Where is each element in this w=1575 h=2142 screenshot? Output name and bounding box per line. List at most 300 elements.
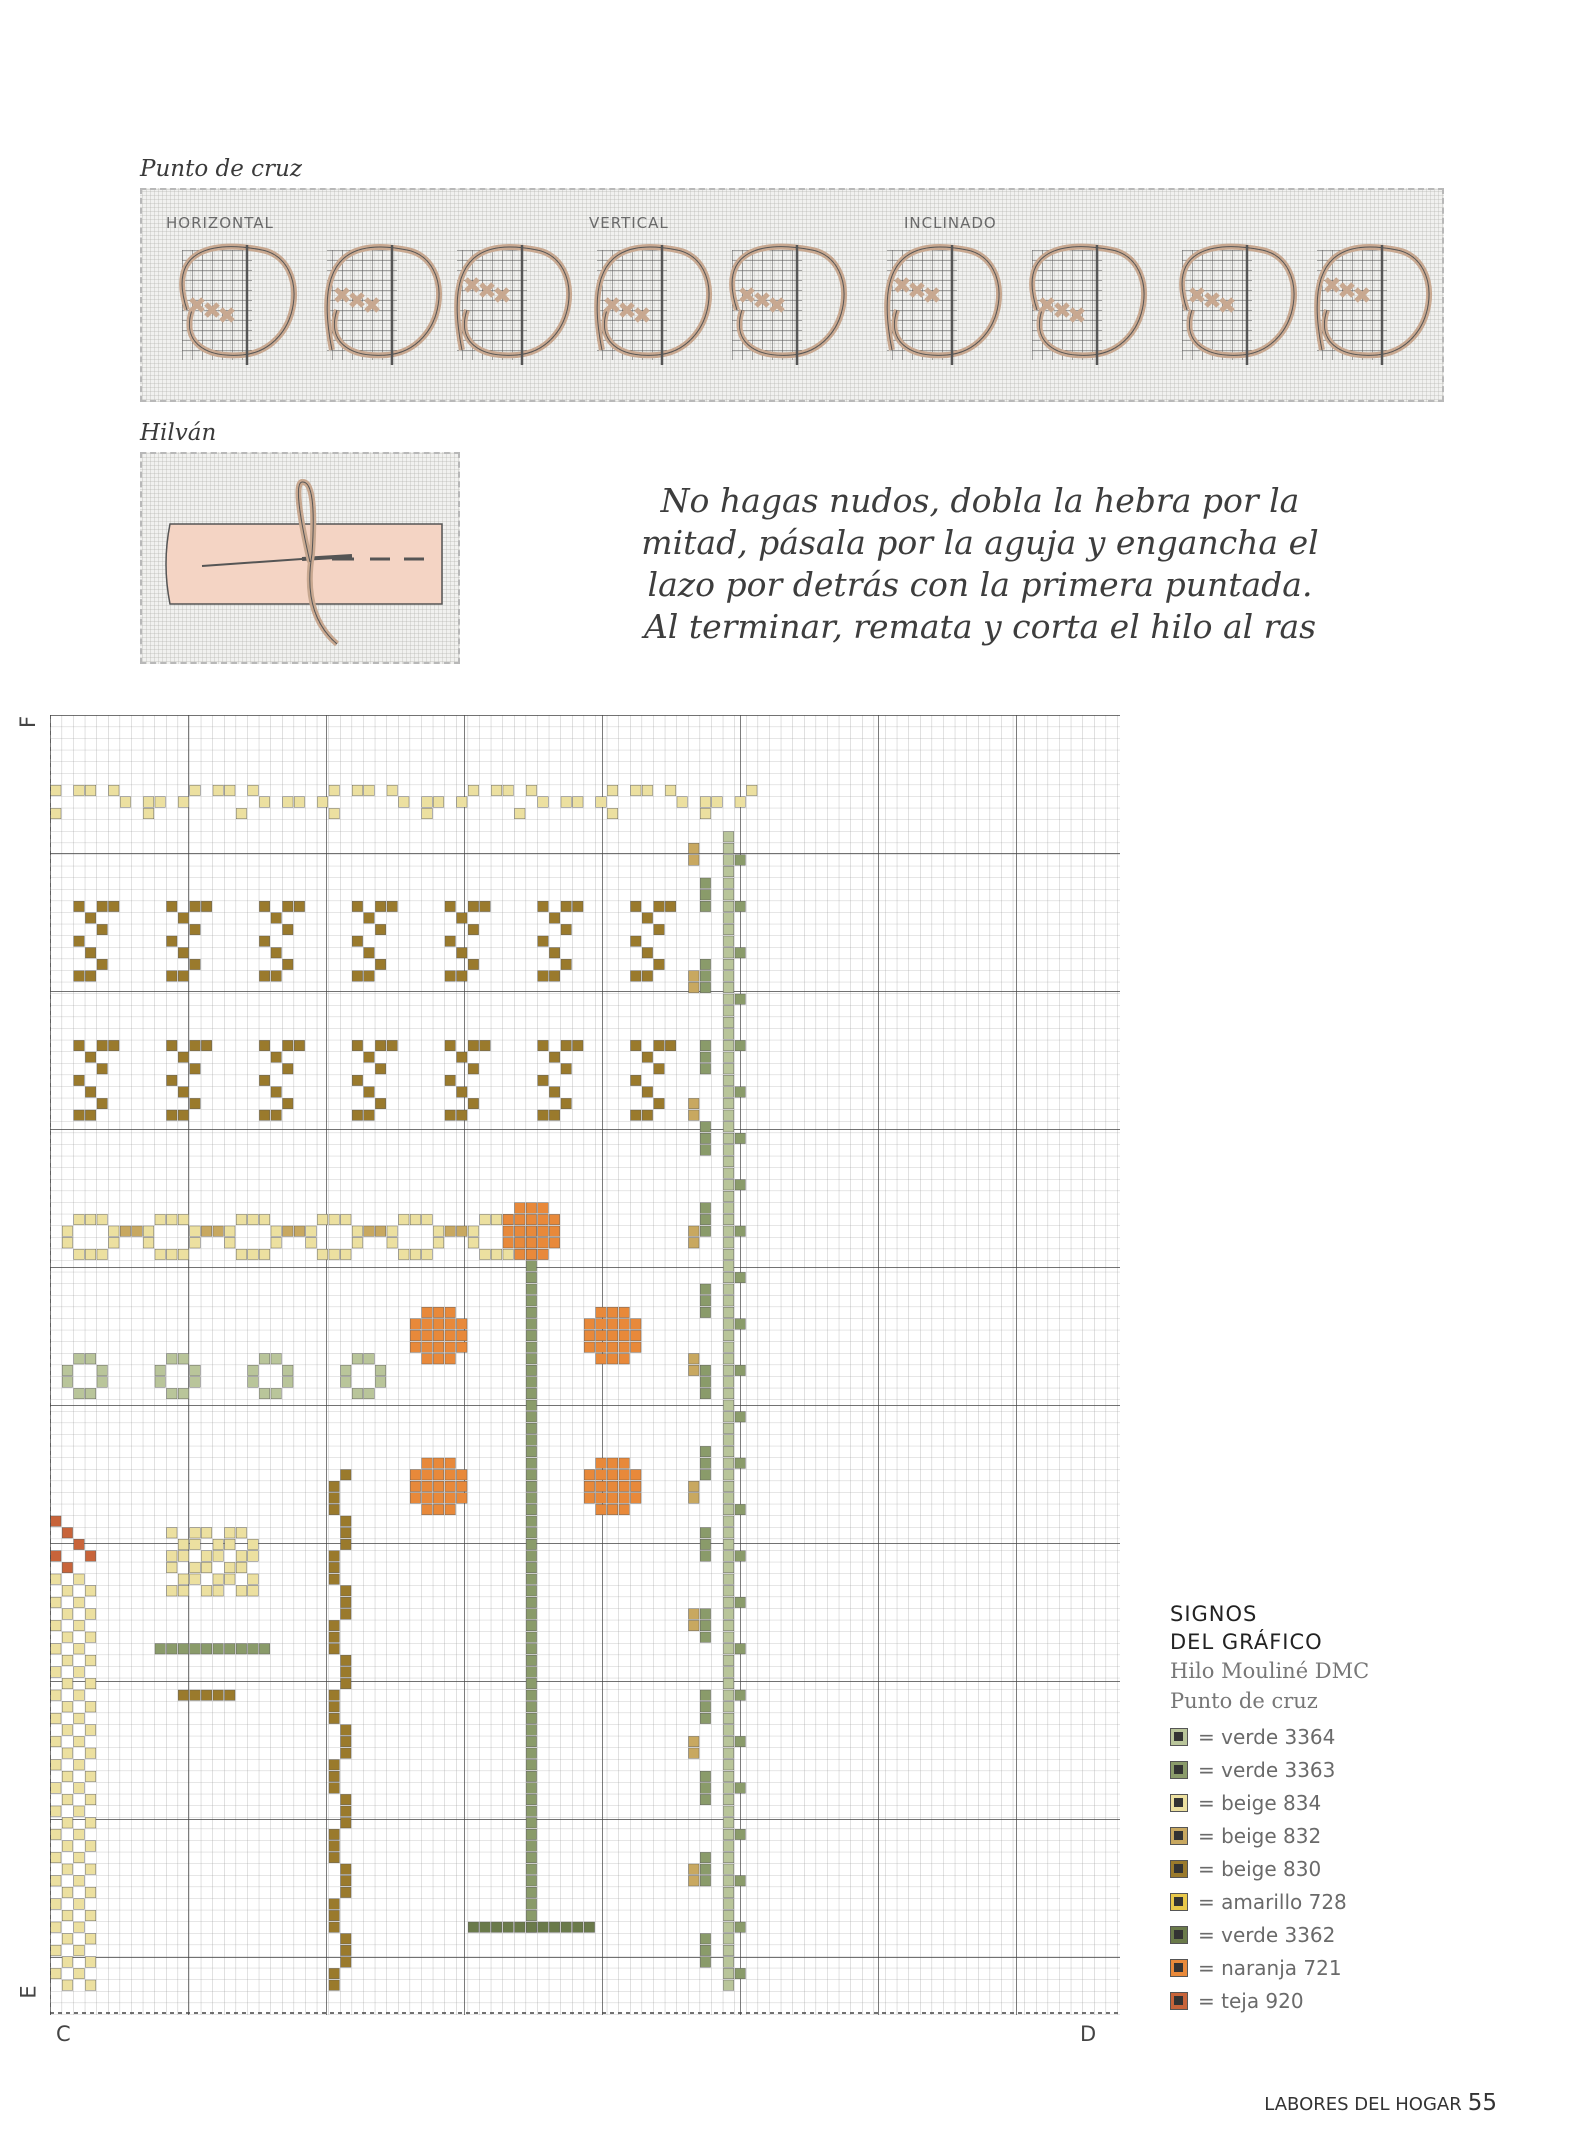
chart-stitch [62,1377,72,1387]
chart-stitch [85,1841,95,1851]
chart-stitch [607,1330,617,1340]
chart-stitch [596,1481,606,1491]
chart-stitch [248,1551,258,1561]
chart-stitch [329,1493,339,1503]
chart-stitch [723,1446,733,1456]
chart-stitch [515,1249,525,1259]
chart-stitch [283,959,293,969]
chart-stitch [271,1110,281,1120]
chart-stitch [723,924,733,934]
legend-item [1170,1984,1430,2017]
chart-stitch [433,1238,443,1248]
chart-stitch [723,1180,733,1190]
chart-stitch [85,1934,95,1944]
chart-stitch [51,1922,61,1932]
stitch-step-illustration [182,245,294,365]
chart-stitch [689,1864,699,1874]
chart-stitch [723,1818,733,1828]
chart-stitch [735,1644,745,1654]
chart-stitch [596,1470,606,1480]
chart-stitch [364,1110,374,1120]
chart-stitch [526,1539,536,1549]
chart-stitch [526,1330,536,1340]
chart-stitch [723,1910,733,1920]
chart-stitch [723,913,733,923]
stitch-step-illustration [887,245,999,365]
chart-stitch [445,1493,455,1503]
chart-stitch [85,1910,95,1920]
legend-title-1: SIGNOS [1170,1602,1258,1626]
chart-stitch [700,1713,710,1723]
chart-stitch [526,1771,536,1781]
chart-stitch [700,1365,710,1375]
page-footer [1264,2090,1497,2116]
chart-stitch [723,1574,733,1584]
chart-stitch [584,1493,594,1503]
legend-swatch [1170,1893,1188,1911]
chart-stitch [51,785,61,795]
chart-stitch [723,1354,733,1364]
chart-stitch [735,1272,745,1282]
chart-stitch [526,1725,536,1735]
chart-stitch [526,1493,536,1503]
chart-stitch [700,1934,710,1944]
chart-stitch [549,971,559,981]
chart-stitch [723,1922,733,1932]
chart-stitch [526,1319,536,1329]
chart-stitch [364,1087,374,1097]
chart-stitch [51,1690,61,1700]
chart-stitch [723,1064,733,1074]
chart-stitch [642,1087,652,1097]
stitch-step-illustration [597,245,709,365]
chart-stitch [259,1644,269,1654]
chart-stitch [607,1458,617,1468]
chart-stitch [190,1226,200,1236]
chart-stitch [352,1075,362,1085]
chart-stitch [74,1829,84,1839]
chart-stitch [283,1064,293,1074]
chart-stitch [526,1864,536,1874]
legend-item [1170,1852,1430,1885]
chart-stitch [225,1690,235,1700]
chart-stitch [178,1052,188,1062]
chart-stitch [341,1864,351,1874]
chart-stitch [399,1214,409,1224]
chart-stitch [723,1423,733,1433]
chart-stitch [700,959,710,969]
chart-stitch [51,1968,61,1978]
chart-stitch [143,808,153,818]
chart-stitch [341,1655,351,1665]
chart-stitch [723,866,733,876]
chart-stitch [190,1690,200,1700]
cross-stitch-illustrations [142,190,1442,400]
legend-swatch [1170,1860,1188,1878]
chart-stitch [97,1377,107,1387]
chart-stitch [167,936,177,946]
chart-stitch [526,1887,536,1897]
chart-stitch [723,1470,733,1480]
chart-stitch [723,1458,733,1468]
chart-stitch [538,1075,548,1085]
chart-stitch [341,1876,351,1886]
chart-stitch [735,1783,745,1793]
chart-stitch [503,1238,513,1248]
chart-stitch [526,1261,536,1271]
chart-stitch [700,1632,710,1642]
chart-stitch [259,971,269,981]
chart-stitch [167,1644,177,1654]
legend-item [1170,1786,1430,1819]
chart-stitch [526,1678,536,1688]
chart-stitch [167,1586,177,1596]
chart-stitch [422,1307,432,1317]
chart-stitch [387,901,397,911]
chart-stitch [329,1481,339,1491]
legend-label: = amarillo 728 [1198,1889,1347,1914]
chart-stitch [445,936,455,946]
chart-stitch [74,1876,84,1886]
chart-stitch [62,1238,72,1248]
chart-stitch [271,1238,281,1248]
legend-swatch [1170,1992,1188,2010]
chart-stitch [526,1760,536,1770]
stitch-step-illustration [1317,245,1429,365]
legend-subtitle-stitch: Punto de cruz [1170,1689,1318,1713]
chart-stitch [236,1562,246,1572]
chart-stitch [723,1412,733,1422]
chart-stitch [352,901,362,911]
chart-stitch [723,1725,733,1735]
chart-stitch [549,1052,559,1062]
chart-stitch [422,1319,432,1329]
chart-stitch [167,1249,177,1259]
chart-stitch [723,1238,733,1248]
chart-stitch [201,1644,211,1654]
chart-stitch [631,1342,641,1352]
chart-stitch [457,1052,467,1062]
legend-item [1170,1885,1430,1918]
chart-stitch [584,1330,594,1340]
chart-stitch [607,1342,617,1352]
chart-stitch [201,1551,211,1561]
chart-stitch [341,1586,351,1596]
chart-stitch [723,1168,733,1178]
chart-stitch [329,1574,339,1584]
stitch-step-illustration [732,245,844,365]
chart-stitch [723,959,733,969]
chart-stitch [723,1029,733,1039]
chart-stitch [271,971,281,981]
chart-stitch [723,1342,733,1352]
chart-stitch [85,1818,95,1828]
chart-stitch [201,1528,211,1538]
chart-stitch [700,1539,710,1549]
chart-stitch [596,1307,606,1317]
chart-stitch [109,1238,119,1248]
chart-stitch [74,1597,84,1607]
chart-stitch [538,936,548,946]
chart-stitch [689,1354,699,1364]
chart-stitch [364,1354,374,1364]
chart-stitch [178,1388,188,1398]
chart-stitch [85,1957,95,1967]
chart-stitch [422,808,432,818]
chart-stitch [526,1249,536,1259]
chart-stitch [329,1841,339,1851]
chart-stitch [317,797,327,807]
chart-stitch [700,1702,710,1712]
chart-stitch [700,890,710,900]
chart-stitch [51,1736,61,1746]
chart-stitch [457,1342,467,1352]
chart-stitch [213,1551,223,1561]
chart-stitch [723,1748,733,1758]
chart-stitch [596,1493,606,1503]
legend-label: = beige 834 [1198,1790,1322,1815]
chart-stitch [700,1377,710,1387]
chart-stitch [85,971,95,981]
chart-stitch [248,1249,258,1259]
chart-stitch [654,1098,664,1108]
chart-stitch [457,1110,467,1120]
chart-stitch [526,1702,536,1712]
chart-stitch [503,1249,513,1259]
chart-stitch [341,1249,351,1259]
chart-stitch [735,1922,745,1932]
chart-stitch [445,1075,455,1085]
chart-stitch [526,1446,536,1456]
chart-stitch [526,1354,536,1364]
chart-stitch [352,936,362,946]
chart-stitch [213,1690,223,1700]
chart-stitch [735,1087,745,1097]
chart-stitch [329,1620,339,1630]
chart-stitch [689,1609,699,1619]
chart-stitch [607,1307,617,1317]
chart-stitch [190,1064,200,1074]
chart-stitch [700,1876,710,1886]
chart-stitch [341,1667,351,1677]
legend-swatch [1170,1959,1188,1977]
chart-stitch [167,1075,177,1085]
chart-stitch [329,1214,339,1224]
chart-stitch [480,1249,490,1259]
chart-stitch [341,1516,351,1526]
chart-stitch [700,1307,710,1317]
chart-stitch [723,1667,733,1677]
chart-stitch [689,843,699,853]
legend-title-2: DEL GRÁFICO [1170,1630,1323,1654]
chart-stitch [51,1620,61,1630]
chart-stitch [410,1493,420,1503]
chart-stitch [74,901,84,911]
chart-stitch [422,1354,432,1364]
chart-stitch [352,971,362,981]
chart-stitch [723,1968,733,1978]
chart-stitch [248,1365,258,1375]
chart-stitch [526,1377,536,1387]
chart-stitch [735,1551,745,1561]
chart-stitch [178,1690,188,1700]
chart-stitch [74,936,84,946]
chart-stitch [526,1632,536,1642]
chart-stitch [329,1713,339,1723]
chart-stitch [723,1017,733,1027]
chart-stitch [62,1980,72,1990]
chart-stitch [225,1574,235,1584]
chart-stitch [538,901,548,911]
chart-stitch [433,1504,443,1514]
chart-stitch [700,1214,710,1224]
page-number: 55 [1467,2090,1497,2116]
chart-stitch [526,1597,536,1607]
legend-label: = beige 830 [1198,1856,1322,1881]
chart-stitch [120,797,130,807]
chart-stitch [329,1551,339,1561]
legend-item [1170,1819,1430,1852]
chart-stitch [329,1562,339,1572]
chart-stitch [700,1771,710,1781]
chart-stitch [178,1249,188,1259]
chart-stitch [619,1307,629,1317]
chart-stitch [689,1238,699,1248]
chart-stitch [480,1922,490,1932]
chart-stitch [375,901,385,911]
chart-stitch [747,785,757,795]
chart-stitch [526,1203,536,1213]
chart-stitch [155,1249,165,1259]
chart-stitch [723,1214,733,1224]
chart-stitch [364,1388,374,1398]
chart-stitch [689,1736,699,1746]
chart-stitch [62,1957,72,1967]
chart-stitch [85,1748,95,1758]
chart-stitch [329,1771,339,1781]
chart-stitch [654,959,664,969]
chart-stitch [213,785,223,795]
chart-stitch [433,797,443,807]
chart-stitch [549,1110,559,1120]
chart-stitch [167,971,177,981]
chart-stitch [178,1574,188,1584]
chart-stitch [526,1214,536,1224]
chart-stitch [526,1528,536,1538]
legend-item [1170,1951,1430,1984]
chart-stitch [723,1852,733,1862]
chart-stitch [329,1852,339,1862]
chart-stitch [735,797,745,807]
chart-stitch [74,1354,84,1364]
chart-stitch [526,1852,536,1862]
stitch-step-illustration [457,245,569,365]
chart-stitch [422,1481,432,1491]
chart-stitch [387,785,397,795]
chart-stitch [201,901,211,911]
chart-stitch [341,1806,351,1816]
chart-stitch [433,1342,443,1352]
chart-stitch [538,971,548,981]
chart-stitch [515,1226,525,1236]
chart-stitch [341,1736,351,1746]
chart-stitch [375,1098,385,1108]
chart-stitch [85,785,95,795]
label-c: C [56,2022,71,2046]
chart-stitch [526,1736,536,1746]
chart-stitch [689,1876,699,1886]
chart-stitch [167,1110,177,1120]
stitch-step-illustration [1182,245,1294,365]
chart-stitch [74,1736,84,1746]
chart-stitch [723,1040,733,1050]
chart-stitch [341,1945,351,1955]
chart-stitch [526,1922,536,1932]
chart-stitch [155,1377,165,1387]
chart-stitch [503,1214,513,1224]
chart-stitch [329,1829,339,1839]
cross-stitch-title: Punto de cruz [140,156,302,182]
chart-stitch [723,1678,733,1688]
chart-stitch [526,1307,536,1317]
chart-stitch [74,1539,84,1549]
chart-stitch [341,1597,351,1607]
chart-stitch [584,1342,594,1352]
chart-stitch [723,1609,733,1619]
chart-stitch [190,901,200,911]
chart-stitch [236,1528,246,1538]
chart-stitch [352,1226,362,1236]
chart-stitch [271,1087,281,1097]
chart-stitch [723,1876,733,1886]
chart-stitch [607,1493,617,1503]
chart-stitch [213,1574,223,1584]
chart-stitch [167,1354,177,1364]
chart-stitch [248,1539,258,1549]
chart-stitch [526,1342,536,1352]
chart-stitch [468,1098,478,1108]
chart-stitch [689,1620,699,1630]
chart-stitch [190,1365,200,1375]
chart-stitch [178,971,188,981]
chart-stitch [735,1365,745,1375]
chart-stitch [85,1354,95,1364]
chart-stitch [468,924,478,934]
chart-stitch [85,1864,95,1874]
chart-stitch [143,1226,153,1236]
chart-stitch [526,1806,536,1816]
chart-stitch [341,1214,351,1224]
chart-stitch [399,1249,409,1259]
chart-stitch [468,1238,478,1248]
chart-stitch [329,1910,339,1920]
chart-stitch [74,1806,84,1816]
chart-stitch [51,1945,61,1955]
chart-stitch [283,924,293,934]
chart-stitch [341,1887,351,1897]
chart-stitch [723,1284,733,1294]
chart-stitch [515,808,525,818]
chart-stitch [526,1910,536,1920]
chart-stitch [62,1562,72,1572]
legend-swatch [1170,1827,1188,1845]
chart-stitch [422,1504,432,1514]
chart-stitch [515,1203,525,1213]
chart-stitch [480,901,490,911]
chart-stitch [631,971,641,981]
chart-stitch [700,1852,710,1862]
chart-stitch [399,797,409,807]
